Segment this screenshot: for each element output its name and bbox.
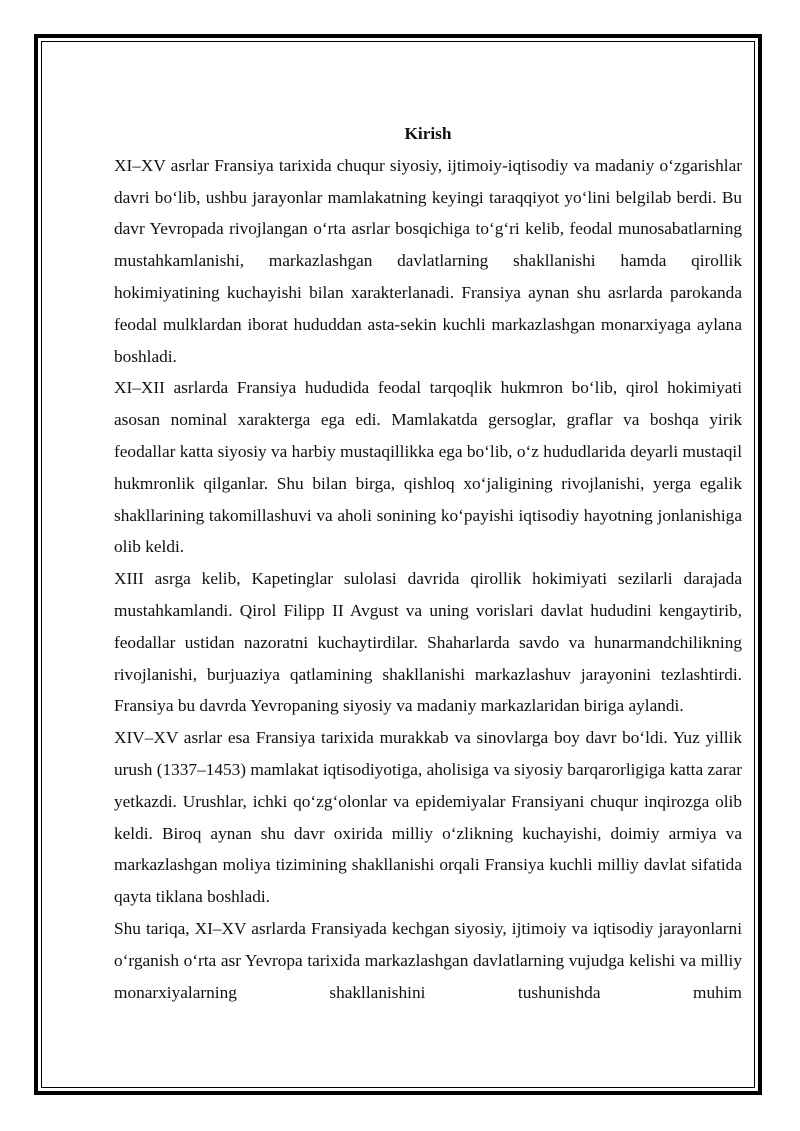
document-body <box>114 118 742 1008</box>
paragraph-2: XI–XII asrlarda Fransiya hududida feodal tarqoqlik hukmron boʻlib, qirol hokimiyati asosan nominal xarakterga ega edi. Mamlakatda gersoglar, graflar va boshqa yirik feodallar katta siyosiy va harbiy mustaqillikka ega boʻlib, oʻz hududlarida deyarli mustaqil hukmronlik qilganlar. Shu bilan birga, qishloq xoʻjaligining rivojlanishi, yerga egalik shakllarining takomillashuvi va aholi sonining koʻpayishi iqtisodiy hayotning jonlanishiga olib keldi. <box>114 378 742 557</box>
page-title: Kirish <box>404 124 452 143</box>
paragraph-5: Shu tariqa, XI–XV asrlarda Fransiyada kechgan siyosiy, ijtimoiy va iqtisodiy jarayonlarni oʻrganish oʻrta asr Yevropa tarixida markazlashgan davlatlarning vujudga kelishi va milliy monarxiyalarning shakllanishini tushunishda muhim <box>114 918 742 1002</box>
paragraph-3: XIII asrga kelib, Kapetinglar sulolasi davrida qirollik hokimiyati sezilarli darajada mustahkamlandi. Qirol Filipp II Avgust va uning vorislari davlat hududini kengaytirib, feodallar ustidan nazoratni kuchaytirdilar. Shaharlarda savdo va hunarmandchilikning rivojlanishi, burjuaziya qatlamining shakllanishi markazlashuv jarayonini tezlashtirdi. Fransiya bu davrda Yevropaning siyosiy va madaniy markazlaridan biriga aylandi. <box>114 569 742 716</box>
paragraph-1: XI–XV asrlar Fransiya tarixida chuqur siyosiy, ijtimoiy-iqtisodiy va madaniy oʻzgarishlar davri boʻlib, ushbu jarayonlar mamlakatning keyingi taraqqiyot yoʻlini belgilab berdi. Bu davr Yevropada rivojlangan oʻrta asrlar bosqichiga toʻgʻri kelib, feodal munosabatlarning mustahkamlanishi, markazlashgan davlatlarning shakllanishi hamda qirollik hokimiyatining kuchayishi bilan xarakterlanadi. Fransiya aynan shu asrlarda parokanda feodal mulklardan iborat hududdan asta-sekin kuchli markazlashgan monarxiyaga aylana boshladi. <box>114 155 742 366</box>
paragraph-4: XIV–XV asrlar esa Fransiya tarixida murakkab va sinovlarga boy davr boʻldi. Yuz yillik urush (1337–1453) mamlakat iqtisodiyotiga, aholisiga va siyosiy barqarorligiga katta zarar yetkazdi. Urushlar, ichki qoʻzgʻolonlar va epidemiyalar Fransiyani chuqur inqirozga olib keldi. Biroq aynan shu davr oxirida milliy oʻzlikning kuchayishi, doimiy armiya va markazlashgan moliya tizimining shakllanishi orqali Fransiya kuchli milliy davlat sifatida qayta tiklana boshladi. <box>114 728 742 907</box>
